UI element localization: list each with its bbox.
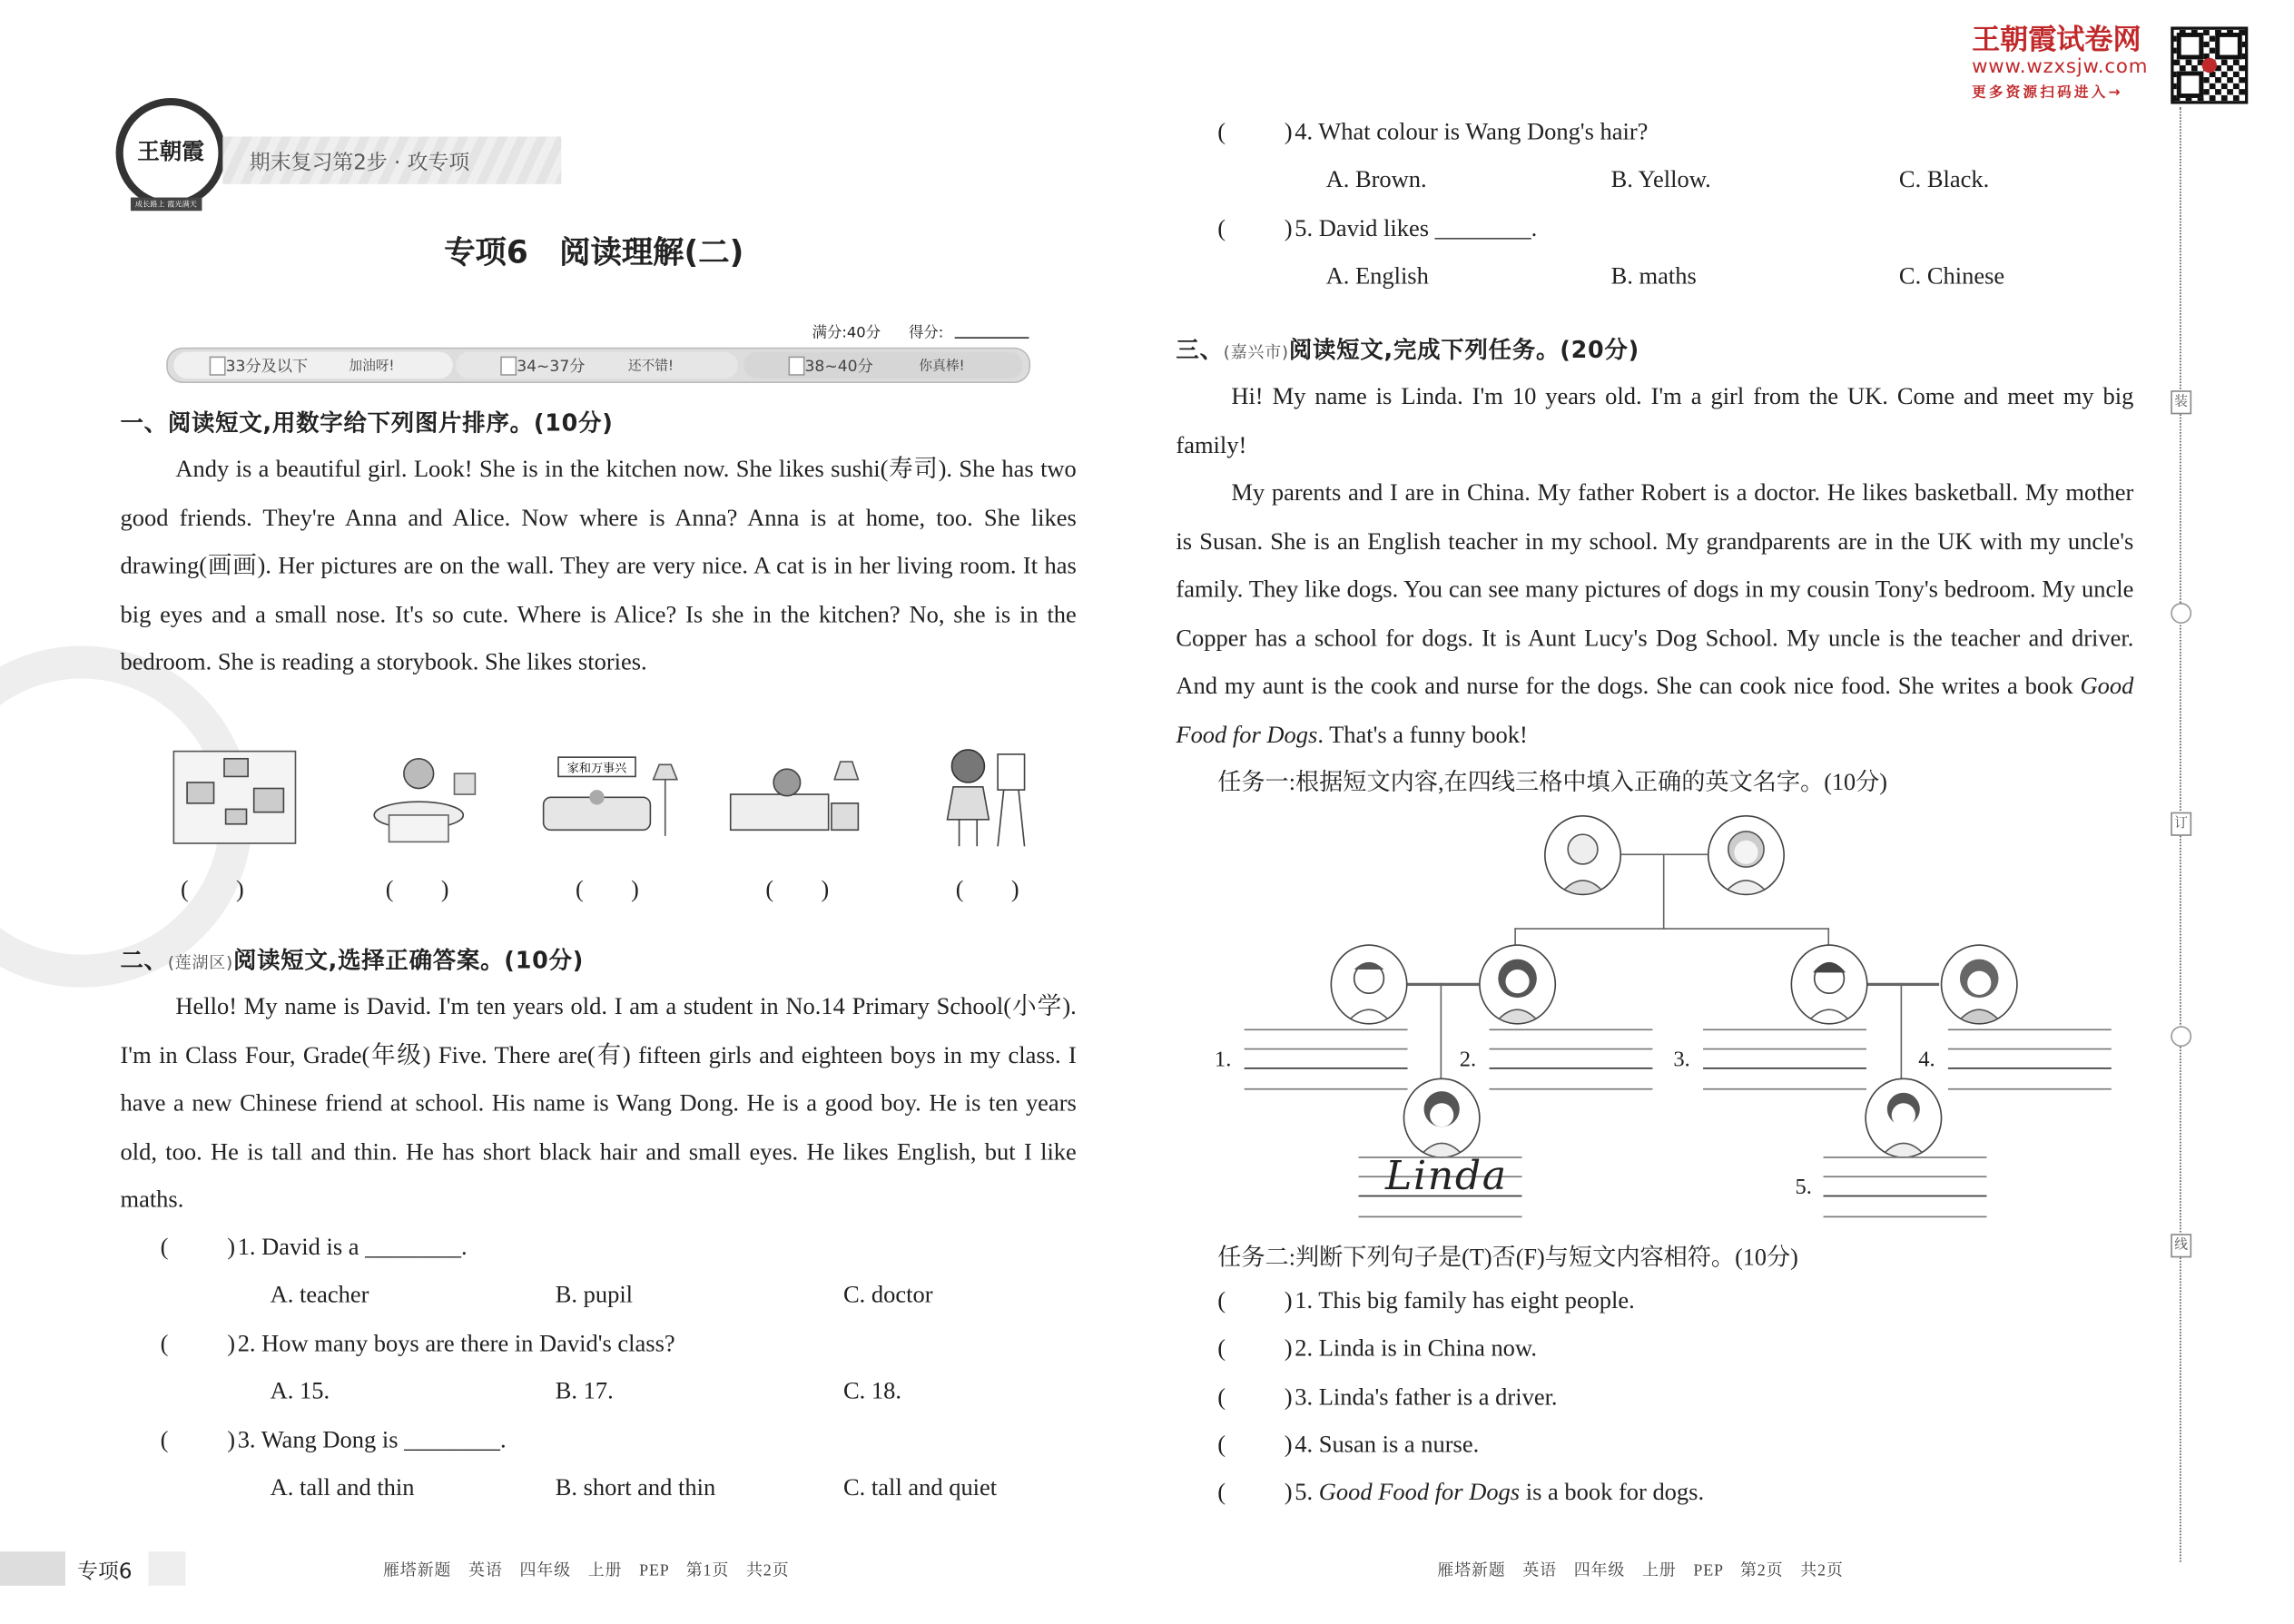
option-c: C. 18. (843, 1377, 902, 1405)
answer-paren-close[interactable]: ) (1284, 1479, 1293, 1506)
question-text: 3. Wang Dong is ________. (237, 1426, 507, 1454)
answer-paren-close[interactable]: ) (1284, 215, 1293, 242)
answer-paren-close[interactable]: ) (227, 1234, 236, 1261)
answer-paren-close[interactable]: ) (1284, 1334, 1293, 1362)
example-name-linda: Linda (1385, 1153, 1508, 1200)
score-level-2[interactable] (456, 352, 738, 379)
score-comment: 加油呀! (349, 359, 395, 375)
task1-instruction: 任务一:根据短文内容,在四线三格中填入正确的英文名字。(10分) (1217, 770, 1888, 796)
logo-text: 王朝霞 (137, 138, 204, 165)
answer-paren-3[interactable]: ( ) (576, 877, 639, 903)
task2-instruction: 任务二:判断下列句子是(T)否(F)与短文内容相符。(10分) (1217, 1245, 1798, 1272)
score-range: 34~37分 (517, 358, 586, 376)
answer-paren-open[interactable]: ( (160, 1426, 169, 1454)
site-logo (1972, 24, 2148, 101)
option-b: B. pupil (555, 1281, 634, 1308)
answer-paren-close[interactable]: ) (227, 1426, 236, 1454)
region-tag: (嘉兴市) (1223, 342, 1289, 363)
answer-paren-1[interactable]: ( ) (180, 877, 244, 903)
binding-hole-icon (2171, 1026, 2191, 1047)
answer-paren-open[interactable]: ( (1217, 1334, 1226, 1362)
answer-paren-close[interactable]: ) (1284, 1287, 1293, 1314)
header-banner (222, 136, 561, 183)
answer-paren-open[interactable]: ( (1217, 215, 1226, 242)
statement-rest: is a book for dogs. (1520, 1479, 1705, 1506)
section-number: 二、 (120, 947, 168, 974)
site-name: 王朝霞试卷网 (1972, 24, 2141, 57)
name-writing-field-5[interactable] (1824, 1156, 1987, 1217)
option-b: B. Yellow. (1610, 166, 1711, 193)
option-a: A. tall and thin (270, 1474, 415, 1501)
statement-text: 1. This big family has eight people. (1295, 1287, 1635, 1314)
picture-girl-eating (359, 747, 487, 848)
score-range: 38~40分 (804, 358, 873, 376)
option-a: A. Brown. (1325, 166, 1427, 193)
name-writing-field-1[interactable] (1245, 1029, 1408, 1089)
tree-number-5: 5. (1795, 1176, 1812, 1200)
answer-paren-open[interactable]: ( (160, 1330, 169, 1357)
option-b: B. maths (1610, 262, 1697, 290)
section1-heading: 一、阅读短文,用数字给下列图片排序。(10分) (120, 409, 614, 437)
answer-paren-close[interactable]: ) (1284, 118, 1293, 146)
brand-logo (116, 98, 226, 208)
section1-passage: Andy is a beautiful girl. Look! She is in the kitchen now. She likes sushi(寿司). She has two good friends. They're Anna and Alice. Now where is Anna? Anna is at home, too. She likes drawing(画画). Her pictures are on the wall. They are very nice. A cat is in her living room. It has big eyes and a small nose. It's so cute. Where is Alice? Is she in the kitchen? No, she is in the bedroom. She is reading a storybook. She likes stories. (120, 456, 1077, 676)
answer-paren-open[interactable]: ( (1217, 1287, 1226, 1314)
tree-number-1: 1. (1214, 1048, 1232, 1072)
statement-text (1295, 1479, 1704, 1507)
option-c: C. Chinese (1898, 262, 2005, 290)
picture-wall-drawings (172, 750, 300, 851)
picture-sign-text: 家和万事兴 (566, 762, 627, 776)
score-level-1[interactable] (173, 352, 452, 379)
score-level-bar (166, 348, 1030, 383)
tree-number-4: 4. (1918, 1048, 1935, 1072)
book-title: Good Food for Dogs (1176, 673, 2134, 749)
binding-hole-icon (2171, 603, 2191, 624)
section-number: 三、 (1176, 337, 1224, 364)
answer-paren-close[interactable]: ) (1284, 1431, 1293, 1459)
statement-text: 2. Linda is in China now. (1295, 1334, 1537, 1362)
section3-heading (1176, 332, 1639, 365)
statement-text: 4. Susan is a nurse. (1295, 1431, 1480, 1459)
option-c: C. Black. (1898, 166, 1990, 193)
answer-paren-open[interactable]: ( (1217, 1383, 1226, 1411)
site-url[interactable]: www.wzxsjw.com (1972, 56, 2149, 79)
picture-girl-painting (935, 743, 1063, 843)
qr-code-icon[interactable] (2171, 26, 2248, 103)
margin-label-zhuang: 装 (2171, 390, 2191, 414)
footer-tab (0, 1551, 185, 1586)
book-title: Good Food for Dogs (1318, 1479, 1521, 1506)
option-a: A. 15. (270, 1377, 330, 1405)
site-hint: 更多资源扫码进入→ (1972, 84, 2123, 102)
picture-bedroom-reading (727, 750, 855, 851)
score-comment: 还不错! (627, 359, 674, 375)
question-text: 1. David is a ________. (237, 1234, 468, 1261)
option-b: B. short and thin (555, 1474, 716, 1501)
option-c: C. doctor (843, 1281, 933, 1308)
avatar-linda (1403, 1078, 1481, 1157)
checkbox[interactable] (210, 357, 226, 376)
section-title: 阅读短文,选择正确答案。(10分) (232, 947, 585, 974)
margin-label-ding: 订 (2171, 812, 2191, 836)
margin-label-xian: 线 (2171, 1234, 2191, 1257)
option-b: B. 17. (555, 1377, 614, 1405)
section-title: 阅读短文,完成下列任务。(20分) (1288, 337, 1640, 364)
section3-passage-p2 (1176, 469, 2133, 760)
page-title: 专项6 阅读理解(二) (444, 234, 744, 271)
answer-paren-open[interactable]: ( (1217, 1479, 1226, 1506)
option-a: A. English (1325, 262, 1429, 290)
answer-paren-2[interactable]: ( ) (385, 877, 449, 903)
section2-passage: Hello! My name is David. I'm ten years old. I am a student in No.14 Primary School(小学). I'm in Class Four, Grade(年级) Five. There are(有) fifteen girls and eighteen boys in my class. I have a new Chinese friend at school. His name is Wang Dong. He is a good boy. He is ten years old, too. He is tall and thin. He has short black hair and small eyes. He likes English, but I like maths. (120, 993, 1077, 1214)
option-a: A. teacher (270, 1281, 369, 1308)
name-writing-field-4[interactable] (1948, 1029, 2112, 1089)
avatar-cousin (1865, 1078, 1942, 1157)
avatar-aunt (1941, 944, 2018, 1024)
score-got-field[interactable] (955, 337, 1029, 339)
footer-page1: 雁塔新题 英语 四年级 上册 PEP 第1页 共2页 (382, 1561, 790, 1580)
passage-text: My parents and I are in China. My father Robert is a doctor. He likes basketball. My mother is Susan. She is an English teacher in my school. My grandparents are in the UK with my uncle's family. They like dogs. You can see many pictures of dogs in my cousin Tony's bedroom. My uncle Copper has a school for dogs. It is Aunt Lucy's Dog School. My uncle is the teacher and driver. And my aunt is the cook and nurse for the dogs. She can cook nice food. She writes a book (1176, 479, 2134, 700)
statement-text: 3. Linda's father is a driver. (1295, 1383, 1558, 1411)
picture-living-room-cat (535, 750, 663, 851)
section3-passage-p1: Hi! My name is Linda. I'm 10 years old. I'm a girl from the UK. Come and meet my big family! (1176, 382, 2134, 458)
name-writing-field-2[interactable] (1490, 1029, 1653, 1089)
answer-paren-close[interactable]: ) (1284, 1383, 1293, 1411)
checkbox[interactable] (789, 357, 805, 376)
name-writing-example (1359, 1153, 1522, 1217)
tree-number-2: 2. (1459, 1048, 1477, 1072)
region-tag: (莲湖区) (167, 953, 233, 973)
answer-paren-close[interactable]: ) (227, 1330, 236, 1357)
question-text: 5. David likes ________. (1295, 215, 1538, 242)
section2-heading (120, 943, 584, 976)
tree-number-3: 3. (1673, 1048, 1690, 1072)
question-text: 2. How many boys are there in David's class? (237, 1330, 675, 1357)
answer-paren-4[interactable]: ( ) (765, 877, 830, 903)
banner-text: 期末复习第2步 · 攻专项 (249, 151, 470, 176)
score-comment: 你真棒! (919, 359, 965, 375)
checkbox[interactable] (500, 357, 517, 376)
question-text: 4. What colour is Wang Dong's hair? (1295, 118, 1649, 146)
statement-number: 5. (1295, 1479, 1319, 1506)
score-level-3[interactable] (743, 352, 1022, 379)
footer-page2: 雁塔新题 英语 四年级 上册 PEP 第2页 共2页 (1437, 1561, 1844, 1580)
score-range: 33分及以下 (225, 358, 309, 376)
avatar-grandmother (1708, 815, 1785, 895)
avatar-uncle (1791, 944, 1868, 1024)
footer-tab-label: 专项6 (77, 1560, 133, 1585)
score-got-label: 得分: (908, 325, 944, 342)
answer-paren-5[interactable]: ( ) (955, 877, 1019, 903)
name-writing-field-3[interactable] (1703, 1029, 1866, 1089)
answer-paren-open[interactable]: ( (160, 1234, 169, 1261)
answer-paren-open[interactable]: ( (1217, 118, 1226, 146)
passage-text: . That's a funny book! (1317, 721, 1528, 749)
option-c: C. tall and quiet (843, 1474, 998, 1501)
score-full: 满分:40分 (812, 325, 881, 342)
avatar-grandfather (1544, 815, 1621, 895)
avatar-mother (1479, 944, 1556, 1024)
avatar-father (1330, 944, 1407, 1024)
answer-paren-open[interactable]: ( (1217, 1431, 1226, 1459)
logo-tagline: 成长路上 霞光满天 (131, 198, 202, 212)
